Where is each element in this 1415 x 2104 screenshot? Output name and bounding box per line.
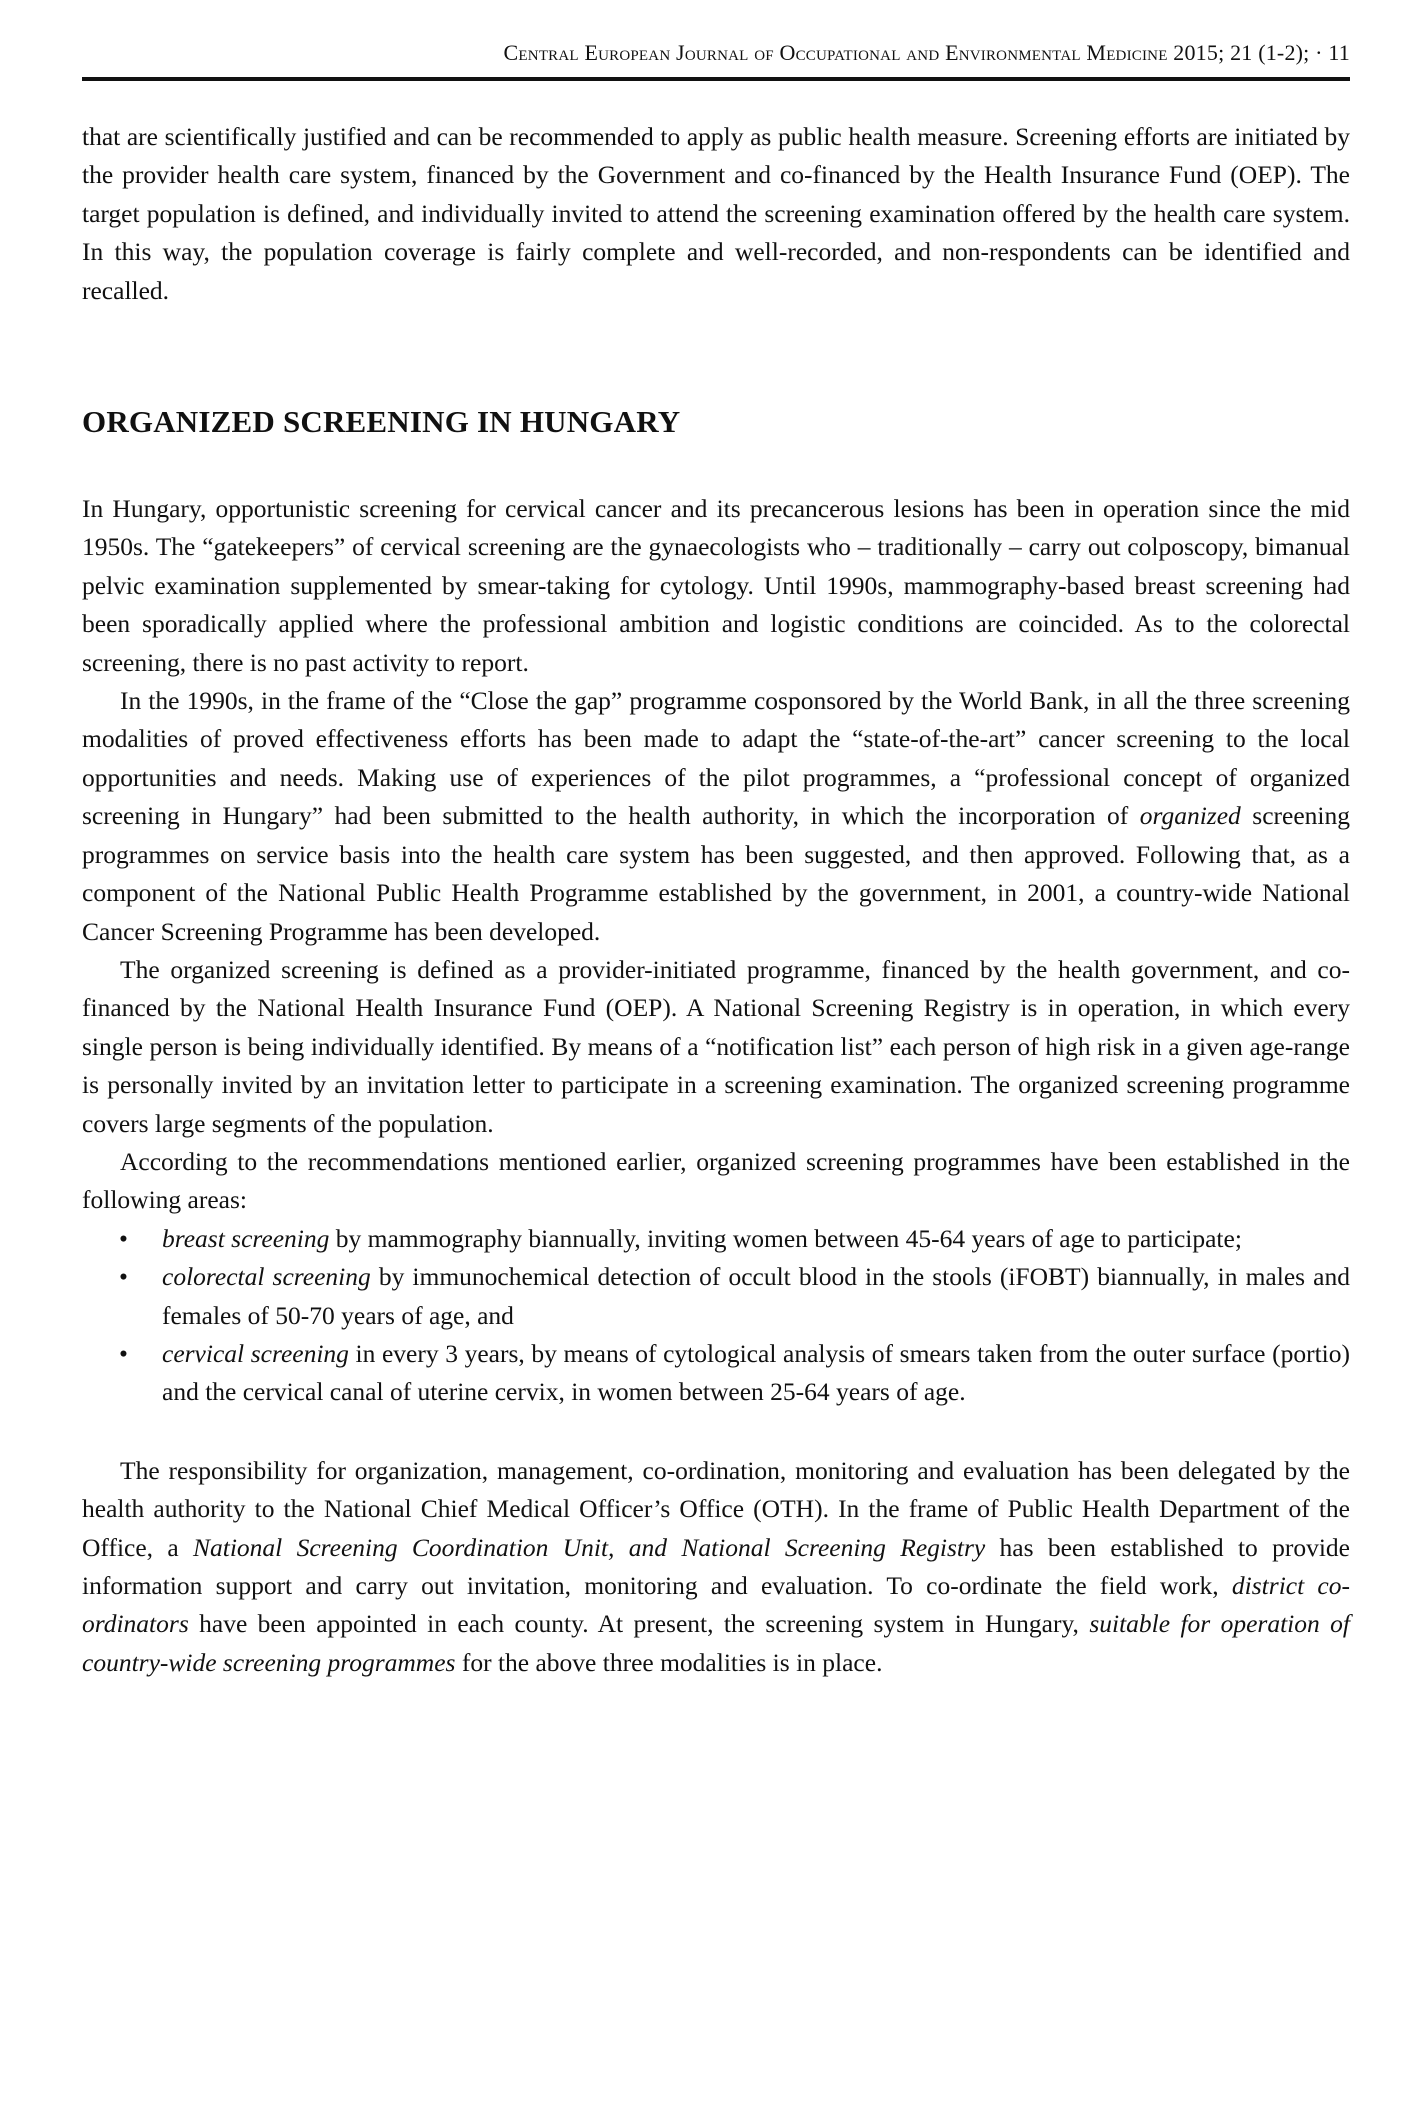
paragraph-text: In the 1990s, in the frame of the “Close the gap” programme cosponsored by the World Bank, in all the three screening modalities of proved effectiveness efforts has been made to adapt the “state-of-the-art” cancer screening to the local opportunities and needs. Making use of experiences of the pilot programmes, a “professional concept of organized screening in Hungary” had been submitted to the health authority, in which the incorporation of (82, 686, 1350, 831)
spacer (82, 1412, 1350, 1452)
emphasis-text: organized (1139, 801, 1241, 831)
list-item-term: cervical screening (162, 1338, 349, 1368)
header-rule (82, 77, 1350, 81)
list-item (119, 1335, 1350, 1412)
paragraph-text: for the above three modalities is in place. (455, 1647, 883, 1677)
screening-areas-list (82, 1220, 1350, 1412)
list-item-term: colorectal screening (162, 1262, 371, 1292)
list-item-text: by immunochemical detection of occult blood in the stools (iFOBT) biannually, in males and females of 50-70 years of age, and (162, 1262, 1350, 1330)
intro-paragraph: that are scientifically justified and can be recommended to apply as public health measure. Screening efforts are initiated by the provider health care system, financed by the Government and co-financed by the Health Insurance Fund (OEP). The target population is defined, and individually invited to attend the screening examination offered by the health care system. In this way, the population coverage is fairly complete and well-recorded, and non-respondents can be identified and recalled. (82, 122, 1350, 305)
emphasis-text: suitable for operation of country-wide screening programmes (82, 1609, 1350, 1677)
list-item (119, 1220, 1350, 1258)
running-header: Central European Journal of Occupational and Environmental Medicine 2015; 21 (1-2); · 11 (503, 40, 1350, 65)
paragraph-text: has been established to provide information support and carry out invitation, monitoring and evaluation. To co-ordinate the field work, (82, 1532, 1350, 1600)
paragraph-text: have been appointed in each county. At present, the screening system in Hungary, (188, 1609, 1090, 1639)
emphasis-text: National Screening Coordination Unit, and National Screening Registry (193, 1532, 986, 1562)
section-title: ORGANIZED SCREENING IN HUNGARY (82, 404, 681, 440)
paragraph-responsibility (82, 1452, 1350, 1682)
bullet-icon: • (119, 1262, 128, 1292)
paragraph-history: In Hungary, opportunistic screening for cervical cancer and its precancerous lesions has been in operation since the mid 1950s. The “gatekeepers” of cervical screening are the gynaecologists who – traditionally – carry out colposcopy, bimanual pelvic examination supplemented by smear-taking for cytology. Until 1990s, mammography-based breast screening had been sporadically applied where the professional ambition and logistic conditions are coincided. As to the colorectal screening, there is no past activity to report. (82, 494, 1350, 677)
paragraph-areas-intro: According to the recommendations mentioned earlier, organized screening programmes have been established in the following areas: (82, 1146, 1350, 1215)
emphasis-text: district co-ordinators (82, 1571, 1350, 1639)
bullet-icon: • (119, 1338, 128, 1368)
list-item-text: by mammography biannually, inviting women between 45-64 years of age to participate; (329, 1223, 1242, 1253)
list-item-term: breast screening (162, 1223, 330, 1253)
list-item (119, 1258, 1350, 1335)
page-body (82, 118, 1350, 1682)
paragraph-text: The responsibility for organization, management, co-ordination, monitoring and evaluation has been delegated by the health authority to the National Chief Medical Officer’s Office (OTH). In the frame of Public Health Department of the Office, a (82, 1455, 1350, 1562)
paragraph-text: screening programmes on service basis into the health care system has been suggested, and then approved. Following that, as a component of the National Public Health Programme established by the government, in 2001, a country-wide National Cancer Screening Programme has been developed. (82, 801, 1350, 946)
paragraph-close-the-gap (82, 682, 1350, 951)
bullet-icon: • (119, 1223, 128, 1253)
list-item-text: in every 3 years, by means of cytological analysis of smears taken from the outer surface (portio) and the cervical canal of uterine cervix, in women between 25-64 years of age. (162, 1338, 1350, 1407)
paragraph-definition: The organized screening is defined as a provider-initiated programme, financed by the health government, and co-financed by the National Health Insurance Fund (OEP). A National Screening Registry is in operation, in which every single person is being individually identified. By means of a “notification list” each person of high risk in a given age-range is personally invited by an invitation letter to participate in a screening examination. The organized screening programme covers large segments of the population. (82, 954, 1350, 1138)
